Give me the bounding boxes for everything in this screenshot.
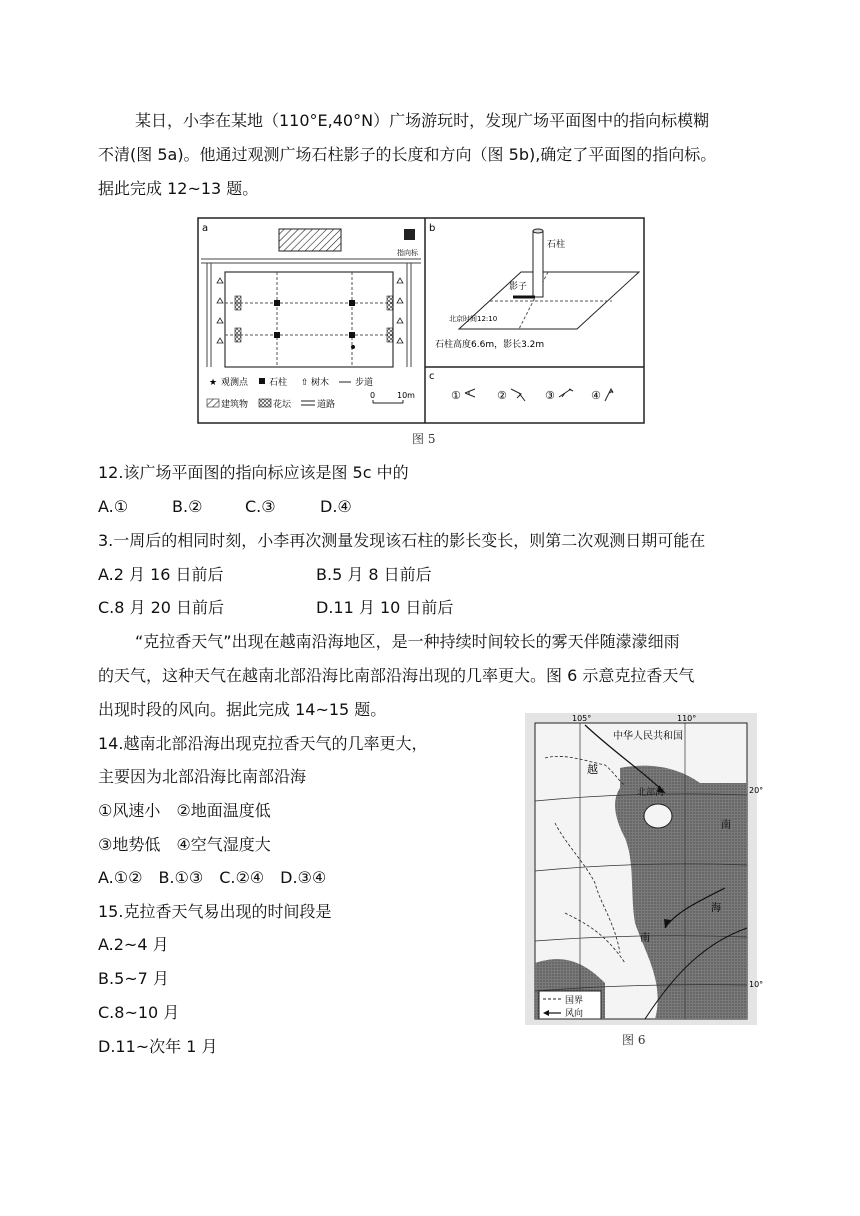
q14-choices: A.①② B.①③ C.②④ D.③④ xyxy=(98,868,327,887)
intro2-line2: 的天气，这种天气在越南北部沿海比南部沿海出现的几率更大。图 6 示意克拉香天气 xyxy=(98,666,695,685)
svg-text:树木: 树木 xyxy=(311,378,330,388)
svg-text:花坛: 花坛 xyxy=(273,400,292,410)
label-nan2: 南 xyxy=(640,933,650,944)
svg-text:道路: 道路 xyxy=(317,400,336,410)
intro2-line1: “克拉香天气”出现在越南沿海地区，是一种持续时间较长的雾天伴随濛濛细雨 xyxy=(135,632,680,651)
q12-c: C.③ xyxy=(245,497,276,516)
svg-text:★: ★ xyxy=(209,378,218,388)
legend-wind: 风向 xyxy=(565,1009,584,1019)
q15-c: C.8~10 月 xyxy=(98,1003,180,1022)
legend-border: 国界 xyxy=(565,996,584,1006)
panel-c-label: c xyxy=(429,371,435,382)
panel-a-label: a xyxy=(202,223,209,234)
intro2-line3: 出现时段的风向。据此完成 14~15 题。 xyxy=(98,700,387,719)
q15-d: D.11~次年 1 月 xyxy=(98,1037,218,1056)
intro1-line1: 某日，小李在某地（110°E,40°N）广场游玩时，发现广场平面图中的指向标模糊 xyxy=(135,111,710,130)
svg-text:石柱: 石柱 xyxy=(269,378,288,388)
svg-text:⇧: ⇧ xyxy=(301,378,309,388)
q15-stem: 15.克拉香天气易出现的时间段是 xyxy=(98,902,332,921)
q12-d: D.④ xyxy=(320,497,352,516)
q12-stem: 12.该广场平面图的指向标应该是图 5c 中的 xyxy=(98,463,409,482)
svg-text:影子: 影子 xyxy=(509,282,528,292)
svg-text:0: 0 xyxy=(370,391,376,400)
lon-105: 105° xyxy=(572,714,592,723)
svg-text:石柱: 石柱 xyxy=(547,240,566,250)
svg-text:石柱高度6.6m，影长3.2m: 石柱高度6.6m，影长3.2m xyxy=(435,340,545,350)
c-opt4: ④ xyxy=(591,389,601,402)
c-opt1: ① xyxy=(451,389,461,402)
q13-c: C.8 月 20 日前后 xyxy=(98,598,225,617)
q13-stem: 3.一周后的相同时刻，小李再次测量发现该石柱的影长变长，则第二次观测日期可能在 xyxy=(98,531,706,550)
svg-text:北京时间12:10: 北京时间12:10 xyxy=(449,315,498,323)
q14-opt2: ③地势低 ④空气湿度大 xyxy=(98,835,271,854)
q14-stem2: 主要因为北部沿海比南部沿海 xyxy=(98,767,307,786)
q12-a: A.① xyxy=(98,497,129,516)
lat-20: 20° xyxy=(749,786,764,795)
svg-text:10m: 10m xyxy=(397,391,415,400)
lat-10: 10° xyxy=(749,980,764,989)
label-nan: 南 xyxy=(721,820,731,831)
q13-d: D.11 月 10 日前后 xyxy=(316,598,454,617)
q13-a: A.2 月 16 日前后 xyxy=(98,565,224,584)
q15-a: A.2~4 月 xyxy=(98,935,169,954)
q15-b: B.5~7 月 xyxy=(98,969,169,988)
compass-box xyxy=(404,229,415,240)
label-yue: 越 xyxy=(587,763,598,776)
q14-opt1: ①风速小 ②地面温度低 xyxy=(98,801,271,820)
figure-6-map xyxy=(525,713,764,1025)
panel-b-label: b xyxy=(429,223,436,234)
label-china: 中华人民共和国 xyxy=(613,731,683,742)
svg-text:观测点: 观测点 xyxy=(221,378,249,388)
figure-6-caption: 图 6 xyxy=(622,1033,646,1047)
building-hatch xyxy=(279,229,341,251)
figure-5-caption: 图 5 xyxy=(412,432,436,446)
q12-b: B.② xyxy=(172,497,203,516)
intro1-line2: 不清(图 5a)。他通过观测广场石柱影子的长度和方向（图 5b),确定了平面图的指向标。 xyxy=(98,145,717,164)
q14-stem1: 14.越南北部沿海出现克拉香天气的几率更大， xyxy=(98,734,428,753)
label-beibu: 北部湾 xyxy=(637,788,665,798)
label-hai: 海 xyxy=(711,903,721,914)
q13-b: B.5 月 8 日前后 xyxy=(316,565,432,584)
svg-text:建筑物: 建筑物 xyxy=(221,400,249,410)
svg-text:步道: 步道 xyxy=(355,378,374,388)
c-opt2: ② xyxy=(497,389,507,402)
intro1-line3: 据此完成 12~13 题。 xyxy=(98,179,259,198)
c-opt3: ③ xyxy=(545,389,555,402)
figure-5 xyxy=(197,217,645,425)
lon-110: 110° xyxy=(677,714,697,723)
compass-label: 指向标 xyxy=(397,249,418,257)
